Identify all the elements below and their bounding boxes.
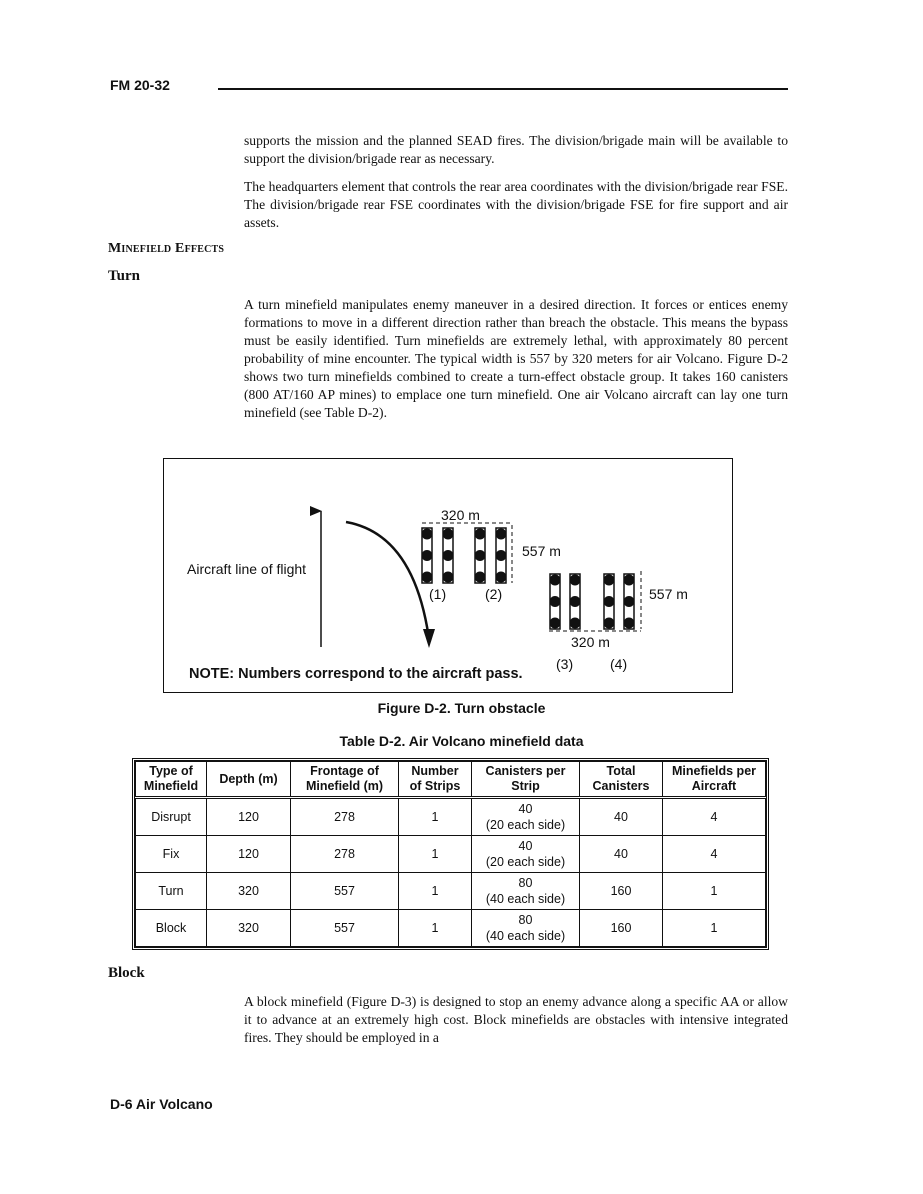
header-text: Frontage of xyxy=(310,764,379,778)
cell-text: 40 xyxy=(614,810,628,824)
cell-depth xyxy=(207,910,291,947)
cell-depth xyxy=(207,798,291,836)
cell-frontage xyxy=(291,836,399,873)
mine-dot xyxy=(624,618,635,629)
mine-dot xyxy=(443,572,454,583)
cell-text: 40 xyxy=(518,802,533,816)
figure-diagram xyxy=(164,459,734,694)
cell-text: 40 xyxy=(614,847,628,861)
cell-text: 120 xyxy=(238,847,259,861)
table-row xyxy=(136,873,766,910)
mine-dot xyxy=(475,572,486,583)
mine-dot xyxy=(496,529,507,540)
table-row xyxy=(136,910,766,947)
paragraph: A turn minefield manipulates enemy maneuver in a desired direction. It forces or entices enemy formations to move in a different direction rather than breach the obstacle. This means the bypass must be easily identified. Turn minefields are extremely lethal, with approximately 80 percent probability of mine encounter. The typical width is 557 by 320 meters for air Volcano. Figure D-2 shows two turn minefields combined to create a turn-effect obstacle group. It takes 160 canisters (800 AT/160 AP mines) to emplace one turn minefield. One air Volcano aircraft can lay one turn minefield (see Table D-2). xyxy=(244,297,788,420)
mine-dot xyxy=(570,618,581,629)
depth-label: 557 m xyxy=(522,543,561,559)
cell-text: 40 xyxy=(518,839,533,853)
subheading-turn: Turn xyxy=(108,268,140,284)
cell-text: 1 xyxy=(431,810,439,824)
cell-total xyxy=(580,910,663,947)
cell-text: Fix xyxy=(162,847,180,861)
cell-total xyxy=(580,873,663,910)
mine-dot xyxy=(422,529,433,540)
cell-text: 160 xyxy=(610,921,632,935)
running-header: FM 20-32 xyxy=(110,77,170,93)
width-label: 320 m xyxy=(441,507,480,523)
paragraph: supports the mission and the planned SEAD fires. The division/brigade main will be available to support the division/brigade rear as necessary. xyxy=(244,133,788,166)
turn-arrow xyxy=(346,522,429,639)
cell-text: 1 xyxy=(710,884,718,898)
cell-per_aircraft xyxy=(663,836,766,873)
mine-dot xyxy=(570,596,581,607)
cell-text: 557 xyxy=(334,884,355,898)
header-text: Strip xyxy=(511,779,540,793)
cell-strips xyxy=(399,836,472,873)
cell-strips xyxy=(399,910,472,947)
cell-canisters xyxy=(472,836,580,873)
cell-text: 1 xyxy=(710,921,718,935)
header-text: of Strips xyxy=(409,779,461,793)
running-footer: D-6 Air Volcano xyxy=(110,1096,213,1112)
column-header xyxy=(136,762,207,798)
cell-frontage xyxy=(291,873,399,910)
cell-type xyxy=(136,910,207,947)
line-of-flight-label: Aircraft line of flight xyxy=(187,561,307,577)
mine-dot xyxy=(443,529,454,540)
header-text: Depth (m) xyxy=(219,771,278,786)
column-header xyxy=(207,762,291,798)
column-header xyxy=(580,762,663,798)
cell-strips xyxy=(399,873,472,910)
cell-depth xyxy=(207,873,291,910)
header-text: Type of xyxy=(149,764,193,778)
cell-per_aircraft xyxy=(663,798,766,836)
pass-label: (1) xyxy=(429,586,447,602)
cell-per_aircraft xyxy=(663,910,766,947)
cell-type xyxy=(136,873,207,910)
mine-dot xyxy=(422,572,433,583)
mine-dot xyxy=(550,618,561,629)
mine-dot xyxy=(604,596,615,607)
header-text: Total xyxy=(606,764,636,778)
pass-label: (3) xyxy=(556,656,574,672)
mine-dot xyxy=(443,550,454,561)
header-text: Canisters per xyxy=(485,764,566,778)
depth-label: 557 m xyxy=(649,586,688,602)
cell-text: Disrupt xyxy=(151,810,191,824)
pass-label: (2) xyxy=(485,586,503,602)
header-text: Canisters xyxy=(592,779,650,793)
table-title: Table D-2. Air Volcano minefield data xyxy=(339,733,584,749)
cell-text: 4 xyxy=(710,847,718,861)
mine-dot xyxy=(570,575,581,586)
cell-depth xyxy=(207,836,291,873)
cell-text: 80 xyxy=(518,913,533,927)
mine-dot xyxy=(475,529,486,540)
mine-dot xyxy=(475,550,486,561)
cell-frontage xyxy=(291,910,399,947)
cell-canisters xyxy=(472,910,580,947)
cell-text: 1 xyxy=(431,921,439,935)
header-text: Minefield (m) xyxy=(305,779,384,793)
cell-strips xyxy=(399,798,472,836)
cell-type xyxy=(136,836,207,873)
cell-text: 320 xyxy=(238,884,259,898)
cell-text: 1 xyxy=(431,847,439,861)
mine-dot xyxy=(604,575,615,586)
table-row xyxy=(136,798,766,836)
pass-label: (4) xyxy=(610,656,628,672)
cell-note: (40 each side) xyxy=(485,892,566,906)
minefield-data-table xyxy=(132,758,769,950)
cell-text: 278 xyxy=(334,810,355,824)
mine-dot xyxy=(496,572,507,583)
section-heading: Minefield Effects xyxy=(108,241,225,256)
cell-text: 80 xyxy=(518,876,533,890)
cell-canisters xyxy=(472,873,580,910)
cell-text: 4 xyxy=(710,810,718,824)
cell-text: 278 xyxy=(334,847,355,861)
cell-text: 1 xyxy=(431,884,439,898)
cell-note: (40 each side) xyxy=(485,929,566,943)
figure-caption: Figure D-2. Turn obstacle xyxy=(377,700,546,716)
width-label: 320 m xyxy=(571,634,610,650)
cell-text: Block xyxy=(155,921,187,935)
mine-dot xyxy=(624,596,635,607)
mine-dot xyxy=(550,575,561,586)
figure-note: NOTE: Numbers correspond to the aircraft pass. xyxy=(189,666,523,682)
cell-note: (20 each side) xyxy=(485,855,566,869)
mine-dot xyxy=(496,550,507,561)
cell-text: 320 xyxy=(238,921,259,935)
cell-text: 557 xyxy=(334,921,355,935)
cell-total xyxy=(580,798,663,836)
cell-type xyxy=(136,798,207,836)
paragraph: A block minefield (Figure D-3) is designed to stop an enemy advance along a specific AA or allow it to advance at an extremely high cost. Block minefields are obstacles with intensive integrated fires. They should be employed in a xyxy=(244,994,788,1045)
cell-per_aircraft xyxy=(663,873,766,910)
cell-canisters xyxy=(472,798,580,836)
column-header xyxy=(663,762,766,798)
column-header xyxy=(291,762,399,798)
cell-frontage xyxy=(291,798,399,836)
cell-text: Turn xyxy=(158,884,184,898)
header-rule xyxy=(218,88,788,90)
mine-dot xyxy=(604,618,615,629)
table-row xyxy=(136,836,766,873)
turn-arrowhead xyxy=(423,629,435,648)
header-text: Minefields per xyxy=(671,764,757,778)
column-header xyxy=(399,762,472,798)
mine-dot xyxy=(624,575,635,586)
cell-text: 120 xyxy=(238,810,259,824)
header-text: Minefield xyxy=(143,779,199,793)
cell-note: (20 each side) xyxy=(485,818,566,832)
cell-total xyxy=(580,836,663,873)
paragraph: The headquarters element that controls the rear area coordinates with the division/brigade rear FSE. The division/brigade rear FSE coordinates with the division/brigade FSE for fire support and air assets. xyxy=(244,179,788,230)
header-text: Aircraft xyxy=(691,779,737,793)
cell-text: 160 xyxy=(610,884,632,898)
figure-turn-obstacle xyxy=(163,458,733,693)
header-text: Number xyxy=(411,764,459,778)
column-header xyxy=(472,762,580,798)
subheading-block: Block xyxy=(108,965,145,981)
mine-dot xyxy=(550,596,561,607)
mine-dot xyxy=(422,550,433,561)
